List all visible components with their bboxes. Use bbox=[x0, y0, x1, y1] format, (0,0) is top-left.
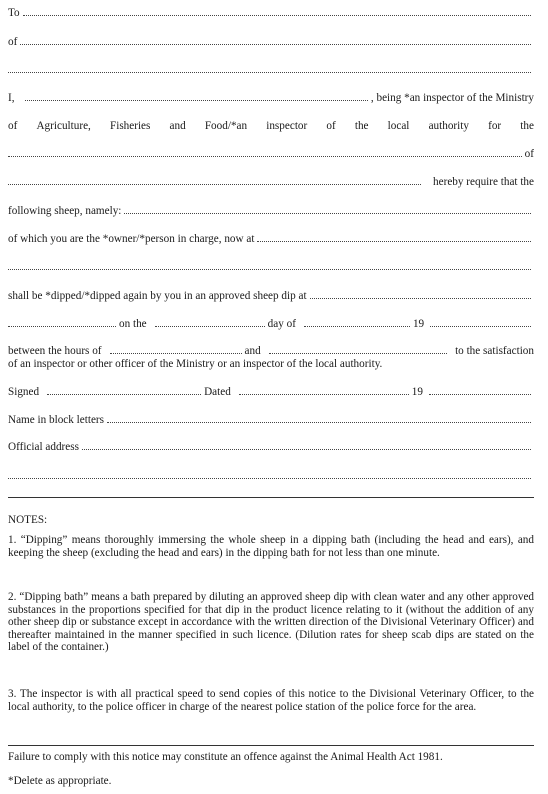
to-label: To bbox=[8, 7, 20, 19]
between-text: between the hours of bbox=[8, 345, 102, 357]
satisfaction-text: to the satisfaction bbox=[455, 345, 534, 357]
owner-line bbox=[8, 229, 534, 245]
inspector-name-field[interactable] bbox=[25, 99, 368, 101]
agri-word: and bbox=[169, 120, 186, 132]
location-continuation-line bbox=[8, 257, 534, 273]
ministry-line bbox=[8, 354, 534, 370]
note-1: 1. “Dipping” means thoroughly immersing the whole sheep in a dipping bath (including the head and ears), and keeping the sheep (excluding the head and ears) in the dipping bath for not less than one minute. bbox=[8, 534, 534, 559]
inspector-label: I, bbox=[8, 92, 15, 104]
dated-label: Dated bbox=[204, 386, 231, 398]
authority-line bbox=[8, 144, 534, 160]
dip-year-field[interactable] bbox=[430, 325, 531, 327]
sheep-line bbox=[8, 201, 534, 217]
agri-word: of bbox=[8, 120, 18, 132]
agri-word: Fisheries bbox=[109, 120, 151, 132]
of-label: of bbox=[8, 36, 18, 48]
signed-label: Signed bbox=[8, 386, 40, 398]
note-2: 2. “Dipping bath” means a bath prepared by diluting an approved sheep dip with clean water and any other approved substances in the proportions specified for that dip in the product licence relating to it (without the addition of any other sheep dip or substance except in accordance with the written direction of the Divisional Veterinary Officer) and thereafter maintained in the manner specified in such licence. (Dilution rates for sheep scab dips are stated on the label of the container.) bbox=[8, 591, 534, 654]
day-of-text: day of bbox=[267, 318, 296, 330]
hereby-text: hereby require that the bbox=[433, 176, 534, 188]
authority-field[interactable] bbox=[8, 155, 522, 157]
agri-word: the bbox=[520, 120, 534, 132]
delete-note: *Delete as appropriate. bbox=[8, 775, 112, 787]
hereby-line bbox=[8, 172, 534, 188]
of-field[interactable] bbox=[20, 43, 531, 45]
agri-word: authority bbox=[428, 120, 469, 132]
agri-word: inspector bbox=[266, 120, 308, 132]
to-line bbox=[8, 3, 534, 19]
location-continuation-field[interactable] bbox=[8, 268, 531, 270]
notes-heading: NOTES: bbox=[8, 514, 48, 526]
agri-word: local bbox=[387, 120, 410, 132]
address-line-blank bbox=[8, 60, 534, 76]
to-field[interactable] bbox=[23, 14, 531, 16]
authority-area-field[interactable] bbox=[8, 183, 421, 185]
name-line bbox=[8, 410, 534, 426]
dip-place-field[interactable] bbox=[310, 297, 531, 299]
official-address-continuation-line bbox=[8, 466, 534, 482]
agri-word: Food/*an bbox=[204, 120, 248, 132]
dip-month-field[interactable] bbox=[304, 325, 410, 327]
of-line bbox=[8, 32, 534, 48]
address-continuation-field[interactable] bbox=[8, 71, 531, 73]
name-label: Name in block letters bbox=[8, 414, 104, 426]
signature-date-field[interactable] bbox=[239, 393, 409, 395]
address-label: Official address bbox=[8, 441, 79, 453]
agri-word: for bbox=[488, 120, 502, 132]
block-name-field[interactable] bbox=[107, 421, 531, 423]
location-field[interactable] bbox=[257, 240, 531, 242]
on-the-text: on the bbox=[119, 318, 147, 330]
dip-place-continuation-field[interactable] bbox=[8, 325, 116, 327]
year-prefix: 19 bbox=[412, 318, 425, 330]
and-text: and bbox=[244, 345, 261, 357]
of-label-2: of bbox=[524, 148, 534, 160]
agri-word: of bbox=[326, 120, 336, 132]
signature-line bbox=[8, 382, 534, 398]
signature-field[interactable] bbox=[47, 393, 201, 395]
following-text: following sheep, namely: bbox=[8, 205, 122, 217]
official-address-continuation-field[interactable] bbox=[8, 477, 531, 479]
note-3: 3. The inspector is with all practical speed to send copies of this notice to the Divisional Veterinary Officer, to the local authority, to the police officer in charge of the nearest police station of the police force for the area. bbox=[8, 688, 534, 713]
agri-word: Agriculture, bbox=[36, 120, 91, 132]
year-prefix-2: 19 bbox=[411, 386, 423, 398]
owner-text: of which you are the *owner/*person in charge, now at bbox=[8, 233, 255, 245]
sheep-description-field[interactable] bbox=[124, 212, 531, 214]
dip-day-field[interactable] bbox=[155, 325, 265, 327]
official-address-field[interactable] bbox=[82, 448, 531, 450]
date-line bbox=[8, 314, 534, 330]
signature-year-field[interactable] bbox=[429, 393, 531, 395]
official-address-line bbox=[8, 437, 534, 453]
being-text: , being *an inspector of the Ministry bbox=[370, 92, 534, 104]
shall-line bbox=[8, 286, 534, 302]
offence-notice: Failure to comply with this notice may constitute an offence against the Animal Health Act 1981. bbox=[8, 751, 443, 763]
agriculture-line bbox=[8, 116, 534, 132]
shall-text: shall be *dipped/*dipped again by you in an approved sheep dip at bbox=[8, 290, 307, 302]
footer-divider bbox=[8, 745, 534, 746]
inspector-line bbox=[8, 88, 534, 104]
ministry-text: of an inspector or other officer of the Ministry or an inspector of the local authority. bbox=[8, 358, 383, 370]
notes-divider bbox=[8, 497, 534, 498]
agri-word: the bbox=[354, 120, 369, 132]
